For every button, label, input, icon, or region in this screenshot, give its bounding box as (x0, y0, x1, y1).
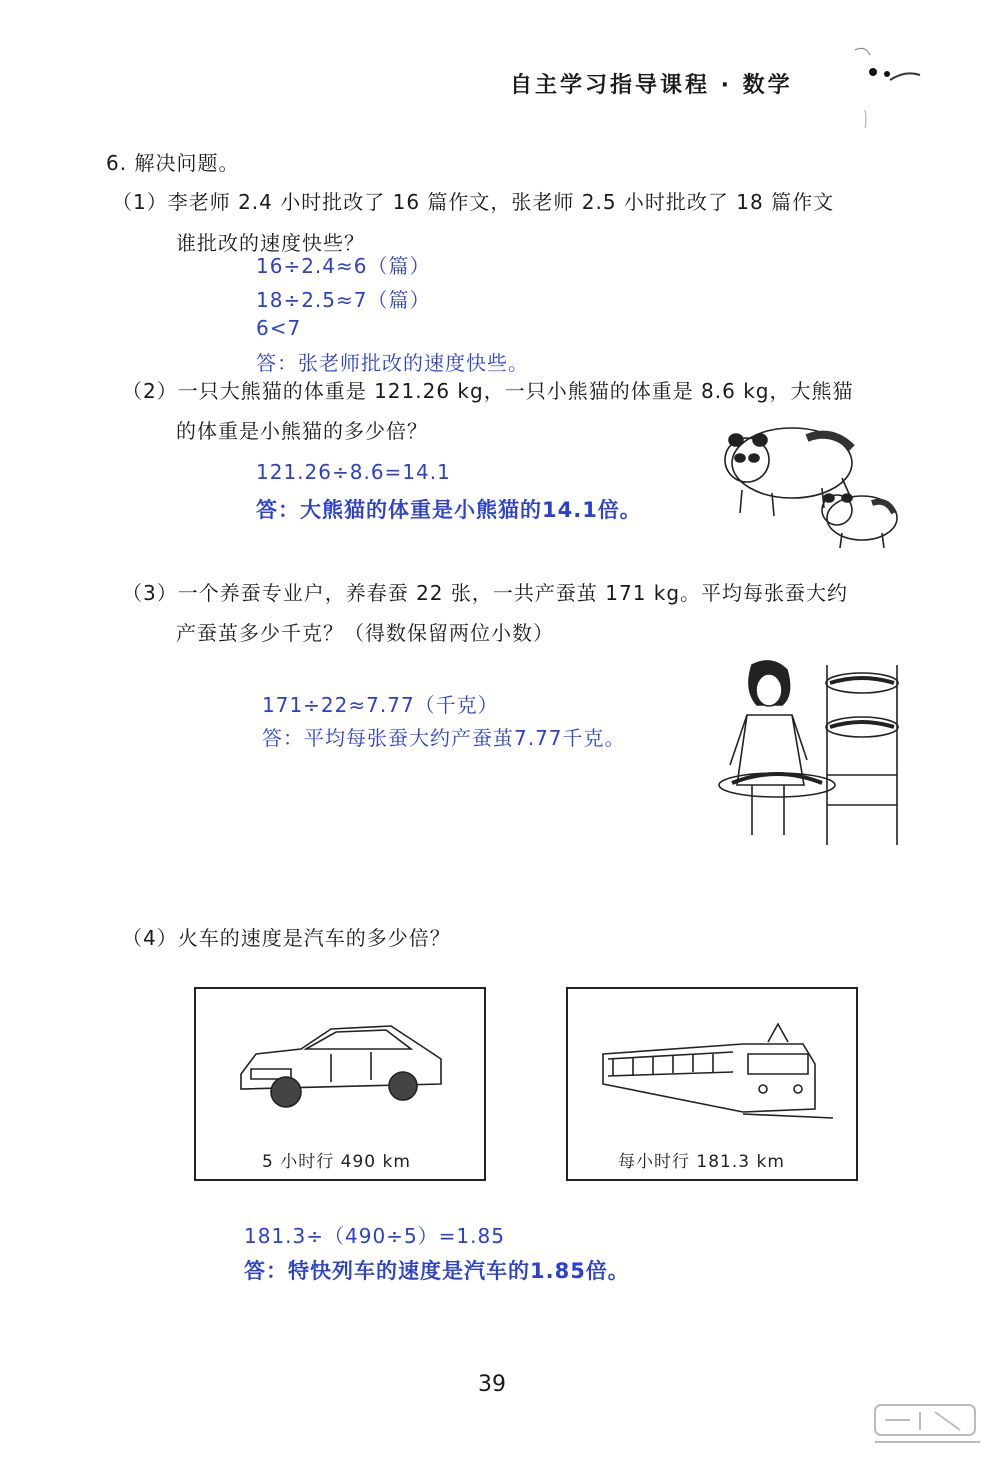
q3-text-line1: （3）一个养蚕专业户，养春蚕 22 张，一共产蚕茧 171 kg。平均每张蚕大约 (122, 581, 849, 605)
q1-text-line1: （1）李老师 2.4 小时批改了 16 篇作文，张老师 2.5 小时批改了 18 篇作文 (112, 190, 835, 214)
q3-answer: 答：平均每张蚕大约产蚕茧7.77千克。 (262, 726, 626, 750)
page-number: 39 (478, 1372, 506, 1397)
q4-answer: 答：特快列车的速度是汽车的1.85倍。 (244, 1259, 630, 1283)
q4-work: 181.3÷（490÷5）=1.85 (244, 1224, 505, 1248)
q2-text-line1: （2）一只大熊猫的体重是 121.26 kg，一只小熊猫的体重是 8.6 kg，大熊猫 (122, 379, 854, 403)
train-picture-frame (566, 987, 858, 1181)
page-header-title: 自主学习指导课程 · 数学 (510, 73, 793, 98)
woman-silkworm-illustration (712, 655, 912, 850)
train-illustration (593, 1014, 833, 1124)
car-caption: 5 小时行 490 km (262, 1152, 411, 1172)
q1-work-1: 16÷2.4≈6（篇） (256, 254, 431, 278)
watermark-logo-icon (870, 1400, 990, 1455)
q1-answer: 答：张老师批改的速度快些。 (256, 351, 529, 375)
car-picture-frame (194, 987, 486, 1181)
q1-work-2: 18÷2.5≈7（篇） (256, 288, 431, 312)
q2-work: 121.26÷8.6=14.1 (256, 460, 451, 484)
q2-answer: 答：大熊猫的体重是小熊猫的14.1倍。 (256, 498, 642, 522)
q3-work: 171÷22≈7.77（千克） (262, 693, 499, 717)
train-caption: 每小时行 181.3 km (618, 1152, 785, 1172)
q4-text-line1: （4）火车的速度是汽车的多少倍？ (122, 926, 451, 950)
car-illustration (231, 1014, 451, 1114)
q2-text-line2: 的体重是小熊猫的多少倍？ (176, 419, 428, 443)
bird-decoration-icon (835, 40, 925, 130)
q1-work-3: 6<7 (256, 316, 302, 340)
panda-illustration (712, 418, 902, 553)
q1-text-line2: 谁批改的速度快些？ (176, 231, 365, 255)
q3-text-line2: 产蚕茧多少千克？（得数保留两位小数） (176, 621, 554, 645)
section-title: 6. 解决问题。 (106, 151, 240, 175)
